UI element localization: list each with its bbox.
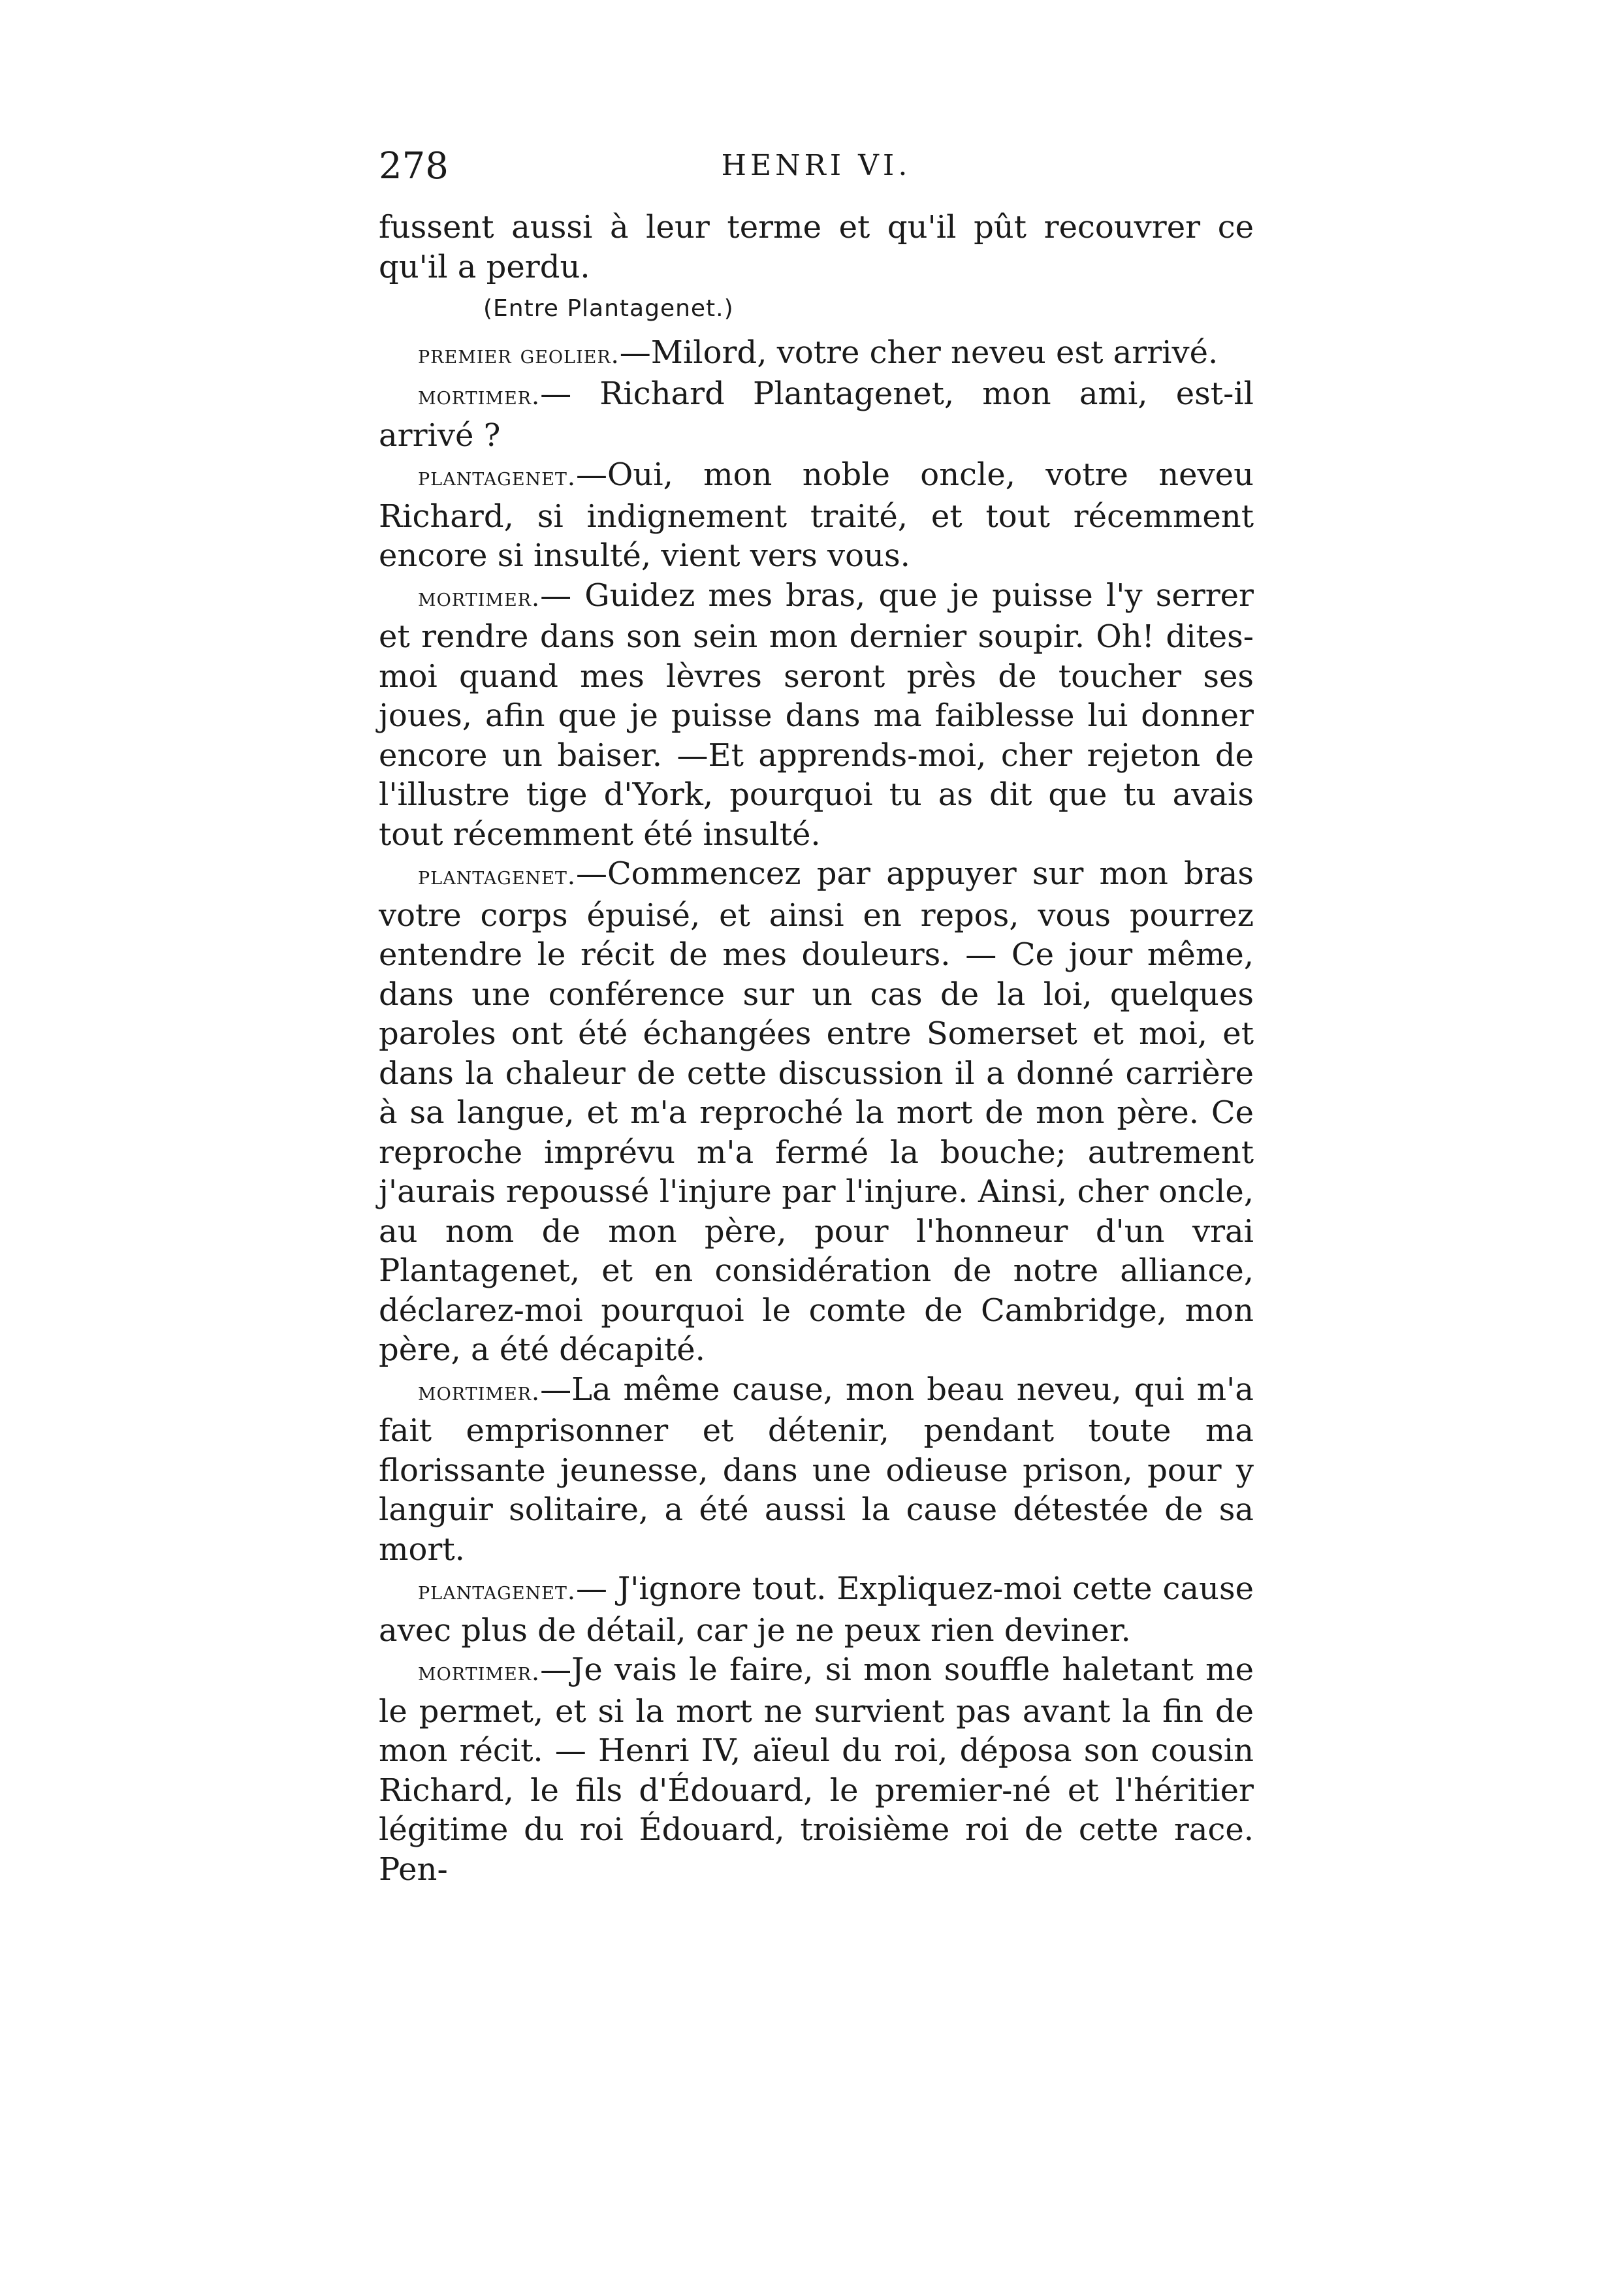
speech-paragraph [379, 374, 1254, 455]
page-number: 278 [379, 145, 449, 187]
speech-text: —Oui, mon noble oncle, votre neveu Richard, si indignement traité, et tout récemment encore si insulté, vient vers vous. [379, 456, 1254, 574]
speaker-name: premier geolier. [418, 340, 620, 369]
continuation-paragraph [379, 208, 1254, 287]
stage-direction-text: (Entre Plantagenet.) [483, 295, 734, 322]
speaker-name: plantagenet. [418, 462, 576, 491]
stage-direction [483, 289, 1254, 329]
speech-text: — J'ignore tout. Expliquez-moi cette cause avec plus de détail, car je ne peux rien deviner. [379, 1570, 1254, 1649]
speaker-name: mortimer. [418, 381, 541, 410]
speech-text: — Guidez mes bras, que je puisse l'y serrer et rendre dans son sein mon dernier soupir. Oh! dites-moi quand mes lèvres seront près de toucher ses joues, afin que je puisse dans ma faiblesse lui donner encore un baiser. —Et apprends-moi, cher rejeton de l'illustre tige d'York, pourquoi tu as dit que tu avais tout récemment été insulté. [379, 577, 1254, 853]
speaker-name: plantagenet. [418, 861, 576, 890]
speech-paragraph [379, 576, 1254, 855]
speech-text: — Richard Plantagenet, mon ami, est-il arrivé ? [379, 375, 1254, 454]
running-title: HENRI VI. [721, 149, 912, 182]
speaker-name: mortimer. [418, 582, 541, 612]
speech-text: —Commencez par appuyer sur mon bras votre corps épuisé, et ainsi en repos, vous pourrez entendre le récit de mes douleurs. — Ce jour même, dans une conférence sur un cas de la loi, quelques paroles ont été échangées entre Somerset et moi, et dans la chaleur de cette discussion il a donné carrière à sa langue, et m'a reproché la mort de mon père. Ce reproche imprévu m'a fermé la bouche; autrement j'aurais repoussé l'injure par l'injure. Ainsi, cher oncle, au nom de mon père, pour l'honneur d'un vrai Plantagenet, et en considération de notre alliance, déclarez-moi pourquoi le comte de Cambridge, mon père, a été décapité. [379, 855, 1254, 1368]
speech-text: —La même cause, mon beau neveu, qui m'a fait emprisonner et détenir, pendant toute ma florissante jeunesse, dans une odieuse prison, pour y languir solitaire, a été aussi la cause détestée de sa mort. [379, 1371, 1254, 1568]
speech-text: —Milord, votre cher neveu est arrivé. [619, 334, 1218, 371]
speech-paragraph [379, 1569, 1254, 1650]
page-header [379, 145, 1254, 191]
speech-paragraph [379, 455, 1254, 576]
speech-paragraph [379, 1370, 1254, 1570]
body-text [379, 208, 1254, 1889]
speech-paragraph [379, 854, 1254, 1370]
paragraph-text: fussent aussi à leur terme et qu'il pût recouvrer ce qu'il a perdu. [379, 209, 1254, 285]
speech-paragraph [379, 333, 1254, 375]
speaker-name: mortimer. [418, 1377, 541, 1406]
speech-paragraph [379, 1650, 1254, 1889]
speech-text: —Je vais le faire, si mon souffle haletant me le permet, et si la mort ne survient pas avant la fin de mon récit. — Henri IV, aïeul du roi, déposa son cousin Richard, le fils d'Édouard, le premier-né et l'héritier légitime du roi Édouard, troisième roi de cette race. Pen- [379, 1651, 1254, 1888]
speaker-name: plantagenet. [418, 1576, 576, 1605]
speaker-name: mortimer. [418, 1657, 541, 1686]
